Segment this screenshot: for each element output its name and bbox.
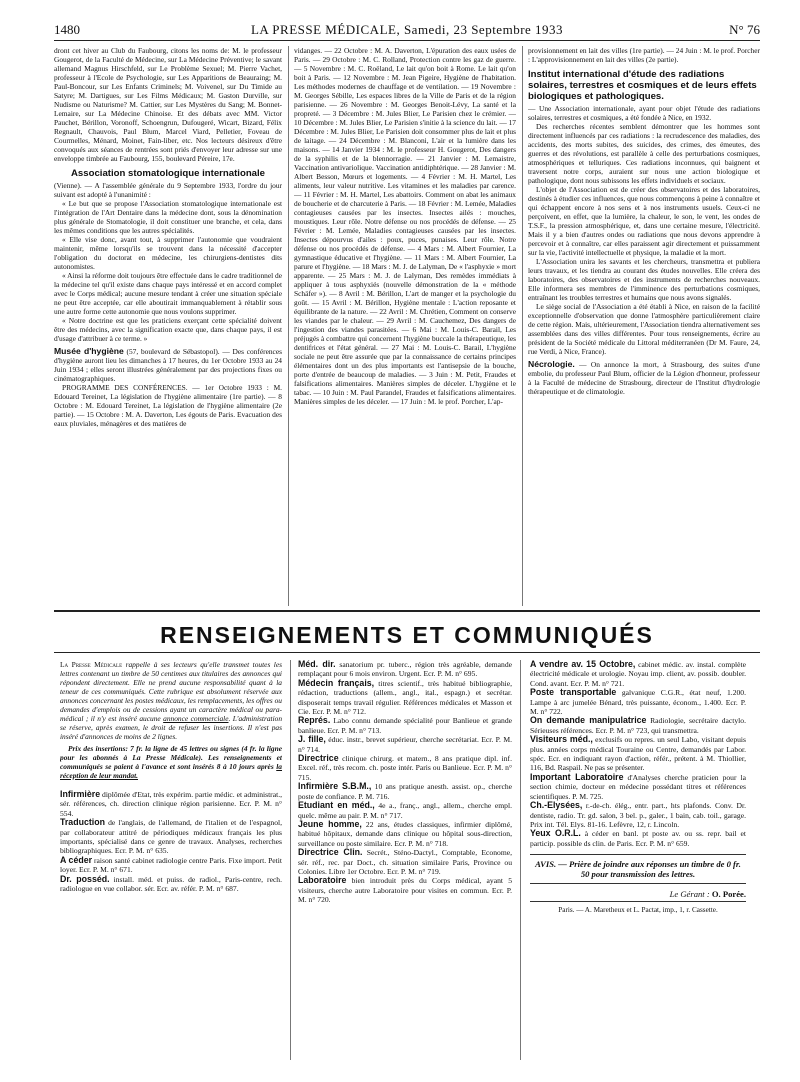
ad-keyword: Yeux O.R.L. (530, 828, 581, 839)
prices-text: Prix des insertions: 7 fr. la ligne de 45 lettres ou signes (4 fr. la ligne pour les abonnés à La Presse Médicale). Les renseignements et communiqués se paient à l'avance et sont insérés 8 à 10 jours après (60, 744, 282, 771)
ad-keyword: Représ. (298, 715, 331, 726)
classified-ad (298, 679, 512, 717)
article-text: L'Association unira les savants et les chercheurs, transmettra et publiera leurs travaux, et les tiendra au courant des études nouvelles. Elle créera des laboratoires, des observatoires et des instruments de recherches nouveaux. Elle informera ses membres de l'imminence des perturbations cosmiques, entraînant les troubles terrestres et humains que nous avons signalés. (528, 257, 760, 302)
ad-text: 22 ans, études classiques, infirmier diplômé, habitué hôpitaux, demande dans clinique ou hôpital sous-direction, surveillance ou poste similaire. Ecr. P. M. n° 718. (298, 819, 512, 848)
gerant-label: Le Gérant : (669, 889, 710, 900)
section-heading: Musée d'hygiène (54, 346, 124, 356)
classified-ad (298, 735, 512, 754)
article-text: dront cet hiver au Club du Faubourg, citons les noms de: M. le professeur Gougerot, de la Faculté de Médecine, sur La Médecine Préventive; le savant allemand Magnus Hirschfeld, sur Le Problème Sexuel; M. Pierre Vachet, professeur à l'Ecole de Psychologie, sur Les Apparitions de Beauraing; M. Paul-Boncour, sur Les Enfants Criminels; M. Voivenel, sur Du Timide au Satyre; M. Dartigues, sur Les Films Médicaux; M. Gaston Durville, sur Nudisme ou Naturisme? M. Cattier, sur Les Mystères du Sang; M. Bonnet-Lemaire, sur La Médecine Chinoise. Et des débats avec MM. Victor Pauchet, Bérillon, Voronoff, Schoengrun, Dufougeré, Wicart, Bizard, Félix Regnault, Chauvois, Paul Blum, Marcel Viard, Pelletier, Foveau de Courmelles, Ménard, Moinet, Fain-liber, etc. Nos lecteurs désireux d'être convoqués aux séances de rentrées sont priés d'envoyer leur adresse sur une enveloppe timbrée au Faubourg, 155, boulevard Péreire, 17e. (54, 46, 282, 163)
journal-name: La Presse Médicale (60, 660, 123, 669)
section-heading: Association stomatologique internationale (70, 168, 266, 179)
ad-keyword: On demande manipulatrice (530, 715, 647, 726)
title-rule (54, 652, 760, 653)
ads-list (530, 660, 746, 848)
article-text: (57, boulevard de Sébastopol). — Des conférences d'hygiène auront lieu les dimanches à 17 heures, du 1er Octobre 1933 au 24 Juin 1934 ; elles seront illustrées généralement par des projections fixes ou cinématographiques. (54, 347, 282, 383)
article-text: « Elle vise donc, avant tout, à supprimer l'autonomie que voudraient maintenir, même lorsqu'ils se trouvent dans la nécessité d'accepter l'obligation du doctorat en médecine, les chirurgiens-dentistes dits autonomistes. (54, 235, 282, 271)
ad-keyword: Jeune homme, (298, 818, 362, 829)
section-rule (54, 610, 760, 612)
article-text: « Notre doctrine est que les praticiens exerçant cette spécialité doivent être des médecins, avec la signification exacte que, dans chaque pays, il est d'usage d'attribuer à ce terme. » (54, 316, 282, 343)
article-text: Des recherches récentes semblent démontrer que les hommes sont directement influencés par ces radiations : la recrudescence des maladies, des accidents, des morts subites, des suicides, des crimes, des émeutes, des guerres et des révolutions, est parallèle à celle des perturbations cosmiques, atmosphériques et telluriques. Ces radiations inconnues, qui baignent et traversent notre corps, auraient sur nous une action biologique et pathologique, dont nous subissons les effets individuels et sociaux. (528, 122, 760, 185)
page-number: 1480 (54, 22, 80, 37)
ad-keyword: Dr. posséd. (60, 873, 110, 884)
article-column-3 (528, 46, 760, 606)
classified-ad (298, 782, 512, 801)
section-heading: Institut international d'étude des radiations solaires, terrestres et cosmiques et de leurs effets biologiques et pathologiques. (528, 69, 757, 102)
intro-text: rappelle à ses lecteurs qu'elle transmet toutes les lettres contenant un timbre de 50 centimes aux titulaires des annonces qui répondent directement. Elle ne prend aucune responsabilité quant à la teneur de ces communiqués. Cette rubrique est absolument réservée aux annonces concernant les postes médicaux, les remplacements, les offres ou demandes d'emplois ou de cessions ayant un caractère médical ou para-médical ; il n'y est inséré aucune (60, 660, 282, 723)
classified-ad (60, 875, 282, 894)
ads-column-2 (298, 660, 512, 1070)
section-heading: Nécrologie. (528, 359, 575, 369)
header-rule (54, 40, 760, 41)
column-divider (522, 46, 523, 606)
issue-number: N° 76 (729, 22, 760, 37)
article-column-1 (54, 46, 282, 606)
ad-text: raison santé cabinet radiologie centre Paris. Fixe import. Petit loyer. Ecr. P. M. n° 671. (60, 855, 282, 875)
ad-text: 4e a., franç., angl., allem., cherche empl. quelc. même au pair. P. M. n° 717. (298, 801, 512, 820)
page-header (54, 22, 760, 38)
classified-ad (530, 801, 746, 829)
classified-ad (530, 829, 746, 848)
classified-ad (298, 660, 512, 679)
prices-text: la réception de leur mandat. (60, 762, 282, 780)
ad-keyword: Visiteurs méd., (530, 734, 593, 745)
ad-keyword: Poste transportable (530, 687, 617, 698)
classified-ad (60, 818, 282, 856)
ads-column-3 (530, 660, 746, 1070)
ad-text: exclusifs ou repres. un seul Labo, visitant depuis plus. années corps médical Touraine ou Centre, demandés par Labor. spéc. Ecr. en indiquant rayon d'action, référ., prétent. à M. Thiollier, 116, Bd. Raspail. Ne pas se présenter. (530, 735, 746, 773)
ad-keyword: Traduction (60, 817, 105, 828)
article-text: Le siège social de l'Association a été établi à Nice, en raison de la facilité exceptionnelle d'observation que donne l'atmosphère particulièrement claire de cette région. Mais, ultérieurement, l'Association tiendra alternativement ses assemblées dans des villes différentes. Pour tous renseignements, écrire au président de la Société médicale du Littoral méditerranéen (Dr M. Faure, 24, rue Verdi, à Nice, France). (528, 302, 760, 356)
ad-text: à céder en banl. pt poste av. ou ss. repr. bail et particip. possible ds clin. de Paris. Ecr. P. M. n° 659. (530, 829, 746, 848)
ad-text: de l'anglais, de l'allemand, de l'italien et de l'espagnol, par collaborateur attitré de périodiques médicaux français les plus importants, spécialisé dans ce genre de travaux. Analyses, recherches bibliographiques. Ecr. P. M. n° 635. (60, 818, 282, 856)
classified-ad (298, 801, 512, 820)
classified-ad (60, 856, 282, 875)
ad-text: cabinet médic. av. instal. complète électricité médicale et urologie. Noyau imp. client, av. possib. doubler. Cond. avant. Ecr. P. M. n° 721. (530, 660, 746, 688)
ad-text: titres scientif., très habitué bibliographie, rédaction, traductions (allem., angl., ital., espagn.) et secrétar. disposerait temps travail régulier. Références médicales et Masson et Cie. Ecr. P. M. n° 712. (298, 678, 512, 717)
column-divider (288, 46, 289, 606)
article-text: L'objet de l'Association est de créer des observatoires et des laboratoires, destinés à étudier ces influences, que nous commençons à peine à connaître et qui échappent encore à nos sens et à nos instruments usuels. Ceux-ci ne perçoivent, en effet, que la lumière, la chaleur, le son, le vent, les ondes de T.S.F., la pression atmosphérique, et, dans une certaine mesure, l'électricité. Mais il y a bien d'autres ondes ou radiations que nous devons apprendre à percevoir et à connaître, car elles paraissent agir directement et puissamment sur la vie, l'activité intellectuelle et physique, la maladie et la mort. (528, 185, 760, 257)
article-text: PROGRAMME DES CONFÉRENCES. — 1er Octobre 1933 : M. Edouard Tereinet, La législation de l'hygiène alimentaire (1re partie). — 8 Octobre : M. Edouard Tereinet, La législation de l'hygiène alimentaire (2e partie). — 15 Octobre : M. A. Daverton, Les égouts de Paris. Evacuation des eaux pluviales, ménagères et des matières de (54, 383, 282, 428)
ad-keyword: Important Laboratoire (530, 771, 624, 782)
ads-list (298, 660, 512, 905)
ad-text: Radiologie, secrétaire dactylo. Sérieuses références. Ecr. P. M. n° 723, qui transmettra. (530, 716, 746, 735)
article-text: « Le but que se propose l'Association stomatologique internationale est l'intégration de l'Art Dentaire dans la médecine dont, sous la dénomination plus générale de Stomatologie, il doit constituer une branche, et cela, dans les mêmes conditions que les autres spécialités. (54, 199, 282, 235)
gerant-line (530, 890, 746, 899)
classified-ad (298, 848, 512, 876)
column-divider (520, 660, 521, 1060)
classified-ad (60, 790, 282, 818)
ad-text: r.-de-ch. élég., entr. part., hts plafonds. Conv. Dr. dentiste, radio. Tr. gd. salon, 3 bel. p., galer., 1 bain, cab. toil., garage. Prix int. Tél. Elys. 81-16. Lefèvre, 12, r. Lincoln. (530, 801, 746, 829)
intro-text: . L'administration se réserve, après examen, le droit de refuser les insertions. Il n'est pas inséré d'annonces de moins de 2 lignes. (60, 714, 282, 741)
notice-box: AVIS. — Prière de joindre aux réponses un timbre de 0 fr. 50 pour transmission des lettres. (530, 854, 746, 884)
ad-text: éduc. instr., brevet supérieur, cherche secrétariat. Ecr. P. M. n° 714. (298, 735, 512, 754)
article-text: — On annonce la mort, à Strasbourg, des suites d'une embolie, du professeur Paul Blum, officier de la Légion d'honneur, professeur à la Faculté de médecine de Strasbourg, directeur de l'Institut d'hydrologie thérapeutique et de climatologie. (528, 360, 760, 396)
gerant-name: O. Porée. (711, 889, 746, 900)
ad-text: install. méd. et puiss. de radiol., Paris-centre, rech. radiologue en vue collabor. sér. Ecr. av. référ. P. M. n° 687. (60, 874, 282, 894)
journal-title: LA PRESSE MÉDICALE, Samedi, 23 Septembre 1933 (250, 22, 564, 37)
ad-keyword: Ch.-Elysées, (530, 800, 583, 811)
classified-ad (530, 773, 746, 801)
ad-text: 10 ans pratique anesth. assist. op., cherche poste de confiance. P. M. 716. (298, 782, 512, 801)
article-text: vidanges. — 22 Octobre : M. A. Daverton, L'épuration des eaux usées de Paris. — 29 Octobre : M. C. Rolland, Protection contre les gaz de guerre. — 5 Novembre : M. C. Roëland, Le lait qu'on boit à Rome. Le lait qu'on boit à Paris. — 12 Novembre : M. Jean Pigeire, Hygiène de l'habitation. Les méthodes modernes de chauffage et de ventilation. — 19 Novembre : M. Georges Sébille, Les espaces libres de la Ville de Paris et de la région parisienne. — 26 Novembre : M. Georges Benoit-Lévy, La santé et la propreté. — 3 Décembre : M. Jules Blier, Le Parisien chez le crémier. — 10 Décembre : M. Jules Blier, Le Parisien s'initie à la science du lait. — 17 Décembre : M. Jules Blier, Le Parisien doit consommer plus de lait et plus de laitage. — 24 Décembre : M. Blanconi, L'air et la lumière dans les maisons. — 14 Janvier 1934 : M. le professeur H. Gougerot, Des dangers de la syphilis et de la blennorragie. — 21 Janvier : M. Lemaistre, Vaccination antivariolique. Vaccination antidiphtérique. — 28 Janvier : M. Albert Besson, Mœurs et logements. — 4 Février : M. H. Martel, Les aliments, leur valeur nutritive. Les vitamines et les maladies par carence. — 11 Février : M. H. Martel, Les abattoirs. Comment on abat les animaux de boucherie et de charcuterie à Paris. — 18 Février : M. Lemée, Maladies contagieuses causées par les insectes. Insectes ailés : mouches, moustiques. Leur rôle. Notre défense ou nos procédés de défense. — 25 Février : M. Lemée, Maladies contagieuses causées par les insectes. Insectes dépourvus d'ailes : poux, puces, punaises. Leur rôle. Notre défense ou nos procédés de défense. — 4 Mars : M. Albert Fournier, La gymnastique éducative et l'hygiène. — 11 Mars : M. Albert Fournier, La parure et l'hygiène. — 18 Mars : M. J. de Lalyman, De « l'asphyxie » mort apparente. — 25 Mars : M. J. de Lalyman, Des remèdes immédiats à appliquer à tous asphyxiés (nouvelle démonstration de la « méthode Schäfer »). — 8 Avril : M. Bérillon, L'art de manger et la psychologie du goût. — 15 Avril : M. Bérillon, Hygiène mentale : L'action reposante et équilibrante de la nature. — 22 Avril : M. Chrétien, Comment on conserve les viandes par le chaleur. — 29 Avril : M. Cauchemez, Des dangers de l'ingestion des viandes parasitées. — 6 Mai : M. Louis-C. Barail, Les préjugés à combattre qui concernent l'hygiène buccale la thérapeutique, les dentifrices et l'état général. — 27 Mai : M. Louis-C. Barail, L'hygiène sociale ne peut être assurée que par la connaissance de certains principes élémentaires dont un des plus importants est l'antisepsie de la bouche, porte d'entrée de beaucoup de maladies. — 3 Juin : M. Petit, Fraudes et falsifications alimentaires. Manières simples de déceler. L'hygiène et le tabac. — 10 Juin : M. Paul Parandel, Fraudes et falsifications alimentaires. Manières simples de les déceler. — 17 Juin : M. le prof. Porcher, L'ap- (294, 46, 516, 406)
ad-text: sanatorium pr. tuberc., région très agréable, demande remplaçant pour 6 mois environ. Urgent. Ecr. P. M. n° 695. (298, 660, 512, 679)
intro-text: annonce commerciale (163, 714, 229, 723)
ad-keyword: Directrice (298, 753, 339, 764)
ad-text: galvanique C.G.R., état neuf, 1.200. Lampe à arc jumelée Bénard, très puissante, économ., 1.400. Ecr. P. M. n° 722. (530, 688, 746, 717)
ads-intro (60, 660, 282, 741)
classified-ad (298, 876, 512, 904)
ad-keyword: Directrice Clin. (298, 847, 363, 858)
ad-text: bien introduit près du Corps médical, ayant 5 visiteurs, cherche autre Laboratoire pour visites en commun. Ecr. P. M. n° 720. (298, 876, 512, 905)
article-text: « Ainsi la réforme doit toujours être effectuée dans le cadre traditionnel de la médecine tel qu'il existe dans chaque pays intéressé et en accord complet avec le Corps médical; aucune mesure tendant à créer une situation spéciale ne peut être acceptée, car elle aboutirait immanquablement à rétablir sous une autre forme cette autonomie que nous voulons supprimer. (54, 271, 282, 316)
classified-ad (530, 735, 746, 773)
ad-text: Labo connu demande spécialité pour Banlieue et grande banlieue. Ecr. P. M. n° 713. (298, 716, 512, 735)
ad-keyword: J. fille, (298, 734, 326, 745)
classified-ad (298, 716, 512, 735)
ad-keyword: Infirmière (60, 789, 101, 799)
ad-keyword: Laboratoire (298, 875, 347, 886)
classified-ad (298, 754, 512, 782)
ad-keyword: Médecin français, (298, 677, 375, 688)
article-text: provisionnement en lait des villes (1re partie). — 24 Juin : M. le prof. Porcher : L'approvisionnement en lait des villes (2e partie). (528, 46, 760, 64)
ad-keyword: A céder (60, 854, 93, 865)
ad-keyword: Etudiant en méd., (298, 800, 375, 811)
classified-ad (530, 688, 746, 716)
ads-prices (60, 744, 282, 780)
ad-text: diplômée d'Etat, très expérim. partie médic. et administrat., sér. références, ch. direction clinique région parisienne. Ecr. P. M. n° 554. (60, 790, 282, 818)
ad-text: Secrét., Sténo-Dactyl., Comptable, Econome, sér. réf., rec. par Doct., ch. situation similaire Paris, Province ou Colonies. Libre 1er Octobre. Ecr. P. M. n° 719. (298, 848, 512, 876)
ad-text: d'Analyses cherche praticien pour la section chimie, docteur en médecine possédant titres et références scientifiques. P. M. 725. (530, 772, 746, 801)
article-text: (Vienne). — A l'assemblée générale du 9 Septembre 1933, l'ordre du jour suivant est adopté à l'unanimité : (54, 181, 282, 199)
ad-keyword: Méd. dir. (298, 660, 336, 669)
classified-ad (530, 660, 746, 688)
section-title: RENSEIGNEMENTS ET COMMUNIQUÉS (160, 622, 654, 648)
column-divider (290, 660, 291, 1060)
ad-keyword: A vendre av. 15 Octobre, (530, 660, 636, 669)
ads-column-1 (60, 660, 282, 1070)
ad-text: clinique chirurg. et matern., 8 ans pratique dipl. inf. Excel. réf., très recom. ch. poste intér. Paris ou Banlieue. Ecr. P. M. n° 715. (298, 754, 512, 782)
ad-keyword: Infirmière S.B.M., (298, 781, 372, 792)
article-text: — Une Association internationale, ayant pour objet l'étude des radiations solaires, terrestres et cosmiques, a été fondée à Nice, en 1932. (528, 104, 760, 122)
printer-line: Paris. — A. Maretheux et L. Pactat, imp., 1, r. Cassette. (530, 901, 746, 915)
ads-list (60, 790, 282, 893)
classified-ad (298, 820, 512, 848)
article-column-2 (294, 46, 516, 606)
classified-ad (530, 716, 746, 735)
